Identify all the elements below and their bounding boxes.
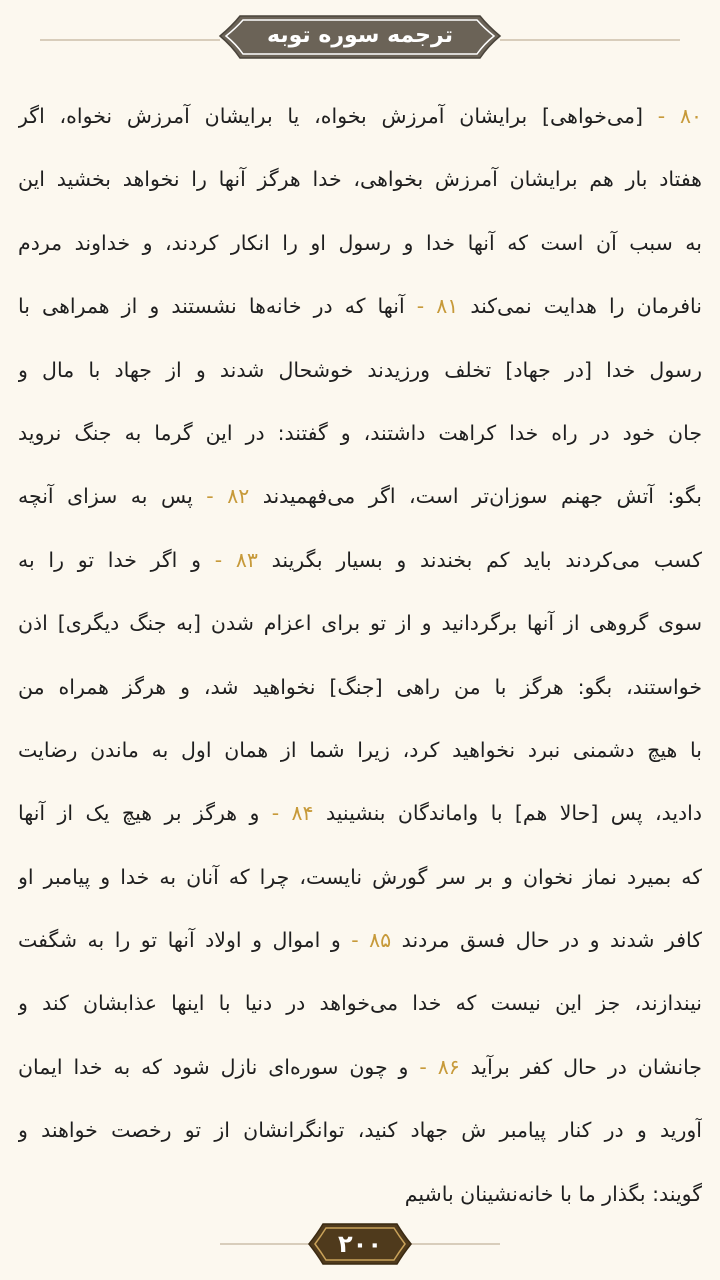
text-line <box>18 787 702 850</box>
verse-text: کسب می‌کردند باید کم بخندند و بسیار بگریند <box>257 547 702 572</box>
verse-text: و هرگز بر هیچ یک از آنها <box>18 801 260 826</box>
verse-text: بگو: آتش جهنم سوزان‌تر است، اگر می‌فهمیدند <box>249 484 702 509</box>
text-line <box>18 153 702 216</box>
verse-text: به سبب آن است که آنها خدا و رسول او را انکار کردند، و خداوند مردم <box>18 230 702 255</box>
text-line <box>18 1041 702 1104</box>
header <box>0 0 720 80</box>
verse-text: [می‌خواهی] برایشان آمرزش بخواه، یا برایشان آمرزش نخواه، اگر <box>18 104 643 128</box>
verse-text: رسول خدا [در جهاد] تخلف ورزیدند خوشحال شدند و از جهاد با مال و <box>18 357 702 382</box>
verse-text: نیندازند، جز این نیست که خدا می‌خواهد در دنیا با اینها عذابشان کند و <box>18 991 702 1016</box>
text-line <box>18 597 702 660</box>
verse-text: آنها که در خانه‌ها نشستند و از همراهی با <box>18 294 405 319</box>
verse-text: با هیچ دشمنی نبرد نخواهید کرد، زیرا شما از همان اول به ماندن رضایت <box>18 737 702 762</box>
verse-text: گویند: بگذار ما با خانه‌نشینان باشیم <box>404 1181 702 1206</box>
text-line <box>18 280 702 343</box>
verse-text: و اموال و اولاد آنها تو را به شگفت <box>18 928 341 953</box>
verse-text: خواستند، بگو: هرگز با من راهی [جنگ] نخواهید شد، و هرگز همراه من <box>18 674 702 699</box>
verse-text: آورید و در کنار پیامبر ش جهاد کنید، توانگرانشان از تو رخصت خواهند و <box>18 1118 702 1143</box>
page-title: ترجمه سوره توبه <box>267 23 453 48</box>
verse-number: ۸۳ - <box>201 547 258 572</box>
verse-number: ۸۴ - <box>259 801 314 826</box>
footer-divider-left <box>220 1243 320 1245</box>
text-line <box>18 344 702 407</box>
verse-number: ۸۱ - <box>404 294 459 319</box>
text-line <box>18 661 702 724</box>
verse-text: و چون سوره‌ای نازل شود که به خدا ایمان <box>18 1054 409 1079</box>
verse-text: و اگر خدا تو را به <box>18 547 202 572</box>
page-number: ۲۰۰ <box>338 1230 382 1258</box>
verse-text: نافرمان را هدایت نمی‌کند <box>458 294 702 319</box>
footer-divider-right <box>400 1243 500 1245</box>
text-line <box>18 90 702 153</box>
text-line <box>18 914 702 977</box>
text-line <box>18 470 702 533</box>
text-line <box>18 851 702 914</box>
verse-number: ۸۲ - <box>192 484 250 509</box>
verse-text: جان خود در راه خدا کراهت داشتند، و گفتند: در این گرما به جنگ نروید <box>18 420 702 445</box>
header-divider-right <box>500 39 680 41</box>
verse-text: سوی گروهی از آنها برگردانید و از تو برای اعزام شدن [به جنگ دیگری] اذن <box>18 611 702 636</box>
verse-number: ۸۵ - <box>340 928 392 953</box>
verse-text: که بمیرد نماز نخوان و بر سر گورش نایست، چرا که آنان به خدا و پیامبر او <box>18 864 702 889</box>
text-line <box>18 217 702 280</box>
text-line <box>18 1104 702 1167</box>
header-divider-left <box>40 39 220 41</box>
verse-text: پس به سزای آنچه <box>18 484 193 509</box>
verse-text: جانشان در حال کفر برآید <box>459 1054 702 1079</box>
text-line <box>18 407 702 470</box>
verse-number: ۸۰ - <box>642 104 702 128</box>
text-line <box>18 977 702 1040</box>
translation-text <box>18 90 702 1231</box>
text-line <box>18 724 702 787</box>
verse-text: کافر شدند و در حال فسق مردند <box>391 928 702 953</box>
verse-text: هفتاد بار هم برایشان آمرزش بخواهی، خدا هرگز آنها را نخواهد بخشید این <box>18 167 702 192</box>
verse-text: دادید، پس [حالا هم] با واماندگان بنشینید <box>313 801 702 826</box>
verse-number: ۸۶ - <box>408 1054 460 1079</box>
text-line <box>18 534 702 597</box>
